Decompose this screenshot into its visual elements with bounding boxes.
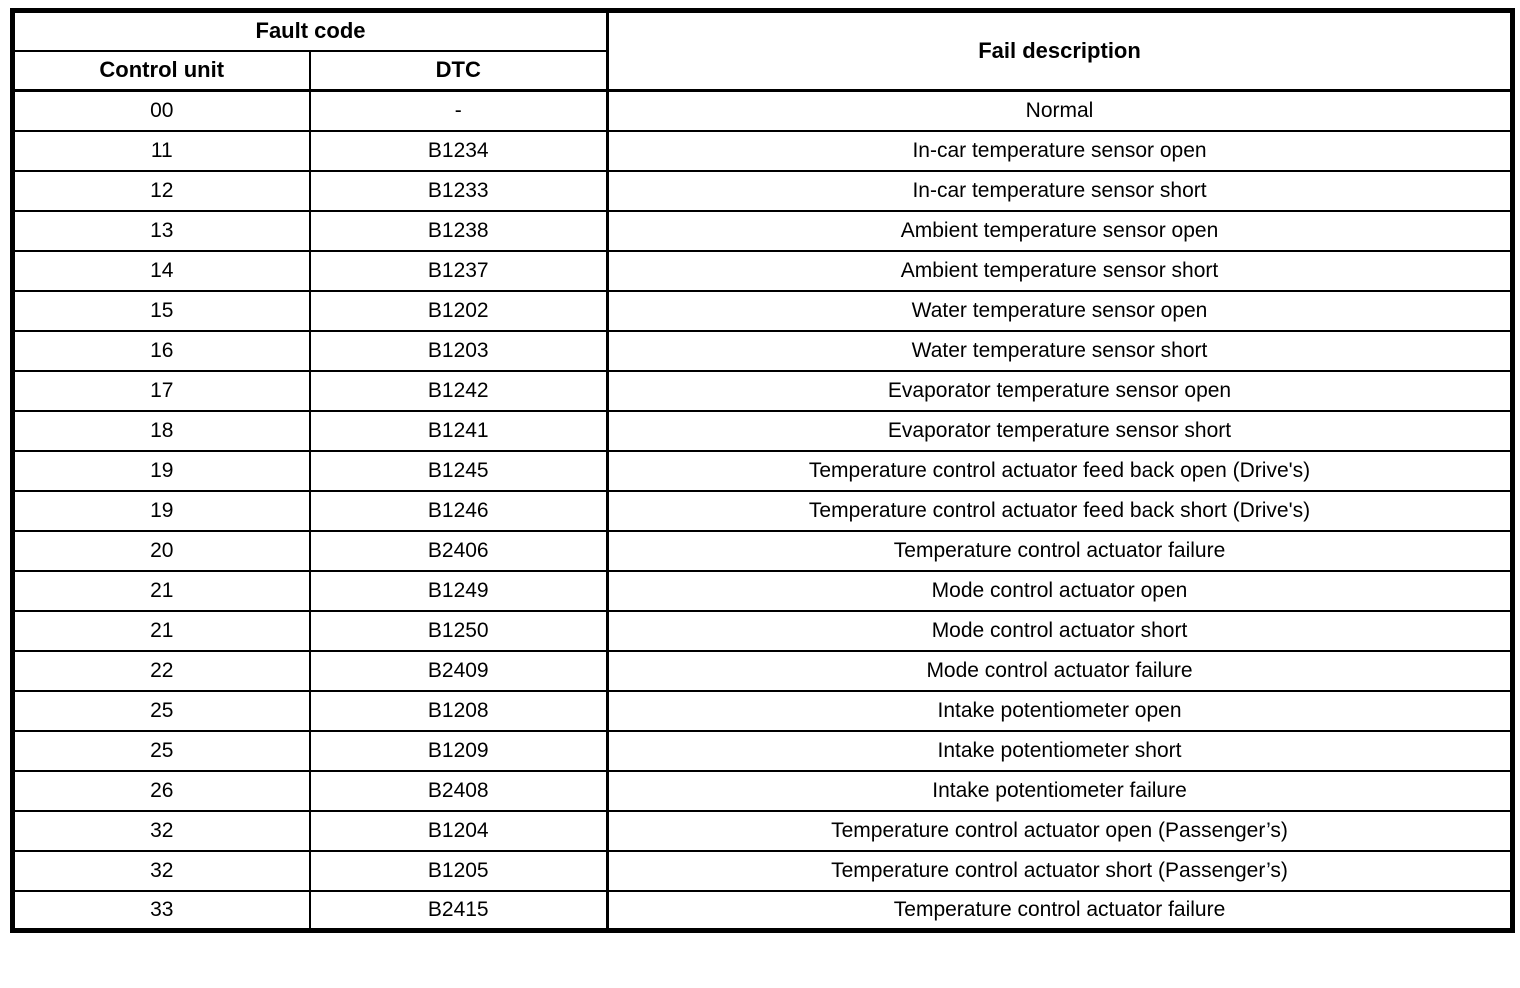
- cell-dtc: B2415: [310, 891, 608, 931]
- table-row: [13, 651, 1513, 691]
- cell-fail-description: Temperature control actuator feed back open (Drive's): [608, 451, 1513, 491]
- cell-control-unit: 20: [13, 531, 310, 571]
- cell-fail-description: Intake potentiometer failure: [608, 771, 1513, 811]
- cell-dtc: B1237: [310, 251, 608, 291]
- table-row: [13, 891, 1513, 931]
- header-row-group: [13, 11, 1513, 51]
- cell-fail-description: Evaporator temperature sensor short: [608, 411, 1513, 451]
- cell-control-unit: 21: [13, 571, 310, 611]
- table-row: [13, 691, 1513, 731]
- cell-control-unit: 32: [13, 811, 310, 851]
- table-row: [13, 611, 1513, 651]
- cell-fail-description: Evaporator temperature sensor open: [608, 371, 1513, 411]
- cell-control-unit: 18: [13, 411, 310, 451]
- cell-control-unit: 11: [13, 131, 310, 171]
- cell-control-unit: 16: [13, 331, 310, 371]
- table-row: [13, 331, 1513, 371]
- cell-fail-description: In-car temperature sensor short: [608, 171, 1513, 211]
- cell-dtc: B2409: [310, 651, 608, 691]
- table-row: [13, 291, 1513, 331]
- cell-control-unit: 21: [13, 611, 310, 651]
- fail-description-header: Fail description: [608, 11, 1513, 91]
- control-unit-header: Control unit: [13, 51, 310, 91]
- cell-dtc: B1245: [310, 451, 608, 491]
- cell-dtc: B1250: [310, 611, 608, 651]
- cell-fail-description: Temperature control actuator short (Passenger’s): [608, 851, 1513, 891]
- cell-fail-description: Ambient temperature sensor short: [608, 251, 1513, 291]
- cell-dtc: B1209: [310, 731, 608, 771]
- cell-dtc: B1233: [310, 171, 608, 211]
- cell-dtc: B2408: [310, 771, 608, 811]
- table-row: [13, 411, 1513, 451]
- cell-dtc: B1238: [310, 211, 608, 251]
- table-row: [13, 731, 1513, 771]
- cell-fail-description: Mode control actuator open: [608, 571, 1513, 611]
- cell-dtc: B1242: [310, 371, 608, 411]
- table-header: [13, 11, 1513, 91]
- cell-control-unit: 00: [13, 91, 310, 131]
- table-row: [13, 131, 1513, 171]
- cell-dtc: -: [310, 91, 608, 131]
- cell-dtc: B1203: [310, 331, 608, 371]
- cell-dtc: B1208: [310, 691, 608, 731]
- table-row: [13, 771, 1513, 811]
- table-row: [13, 211, 1513, 251]
- cell-fail-description: Temperature control actuator failure: [608, 531, 1513, 571]
- table-row: [13, 451, 1513, 491]
- cell-fail-description: Water temperature sensor open: [608, 291, 1513, 331]
- cell-control-unit: 25: [13, 731, 310, 771]
- cell-dtc: B1249: [310, 571, 608, 611]
- cell-fail-description: Temperature control actuator failure: [608, 891, 1513, 931]
- table-row: [13, 171, 1513, 211]
- cell-control-unit: 13: [13, 211, 310, 251]
- cell-dtc: B1204: [310, 811, 608, 851]
- cell-control-unit: 19: [13, 451, 310, 491]
- cell-fail-description: Normal: [608, 91, 1513, 131]
- cell-fail-description: Mode control actuator failure: [608, 651, 1513, 691]
- cell-control-unit: 14: [13, 251, 310, 291]
- cell-dtc: B1234: [310, 131, 608, 171]
- cell-fail-description: Water temperature sensor short: [608, 331, 1513, 371]
- cell-fail-description: Mode control actuator short: [608, 611, 1513, 651]
- cell-fail-description: Intake potentiometer open: [608, 691, 1513, 731]
- cell-control-unit: 25: [13, 691, 310, 731]
- cell-control-unit: 26: [13, 771, 310, 811]
- cell-dtc: B1205: [310, 851, 608, 891]
- cell-control-unit: 32: [13, 851, 310, 891]
- cell-control-unit: 17: [13, 371, 310, 411]
- table-row: [13, 531, 1513, 571]
- cell-fail-description: Ambient temperature sensor open: [608, 211, 1513, 251]
- table-row: [13, 571, 1513, 611]
- fault-code-header: Fault code: [13, 11, 608, 51]
- table-row: [13, 491, 1513, 531]
- cell-control-unit: 33: [13, 891, 310, 931]
- table-row: [13, 851, 1513, 891]
- table-row: [13, 371, 1513, 411]
- cell-dtc: B2406: [310, 531, 608, 571]
- cell-dtc: B1241: [310, 411, 608, 451]
- cell-fail-description: Temperature control actuator open (Passenger’s): [608, 811, 1513, 851]
- dtc-header: DTC: [310, 51, 608, 91]
- cell-fail-description: In-car temperature sensor open: [608, 131, 1513, 171]
- cell-fail-description: Temperature control actuator feed back short (Drive's): [608, 491, 1513, 531]
- table-row: [13, 251, 1513, 291]
- table-body: [13, 91, 1513, 931]
- cell-fail-description: Intake potentiometer short: [608, 731, 1513, 771]
- cell-control-unit: 12: [13, 171, 310, 211]
- cell-control-unit: 19: [13, 491, 310, 531]
- cell-control-unit: 22: [13, 651, 310, 691]
- cell-dtc: B1202: [310, 291, 608, 331]
- cell-control-unit: 15: [13, 291, 310, 331]
- cell-dtc: B1246: [310, 491, 608, 531]
- fault-code-table: [10, 8, 1515, 933]
- table-row: [13, 811, 1513, 851]
- table-row: [13, 91, 1513, 131]
